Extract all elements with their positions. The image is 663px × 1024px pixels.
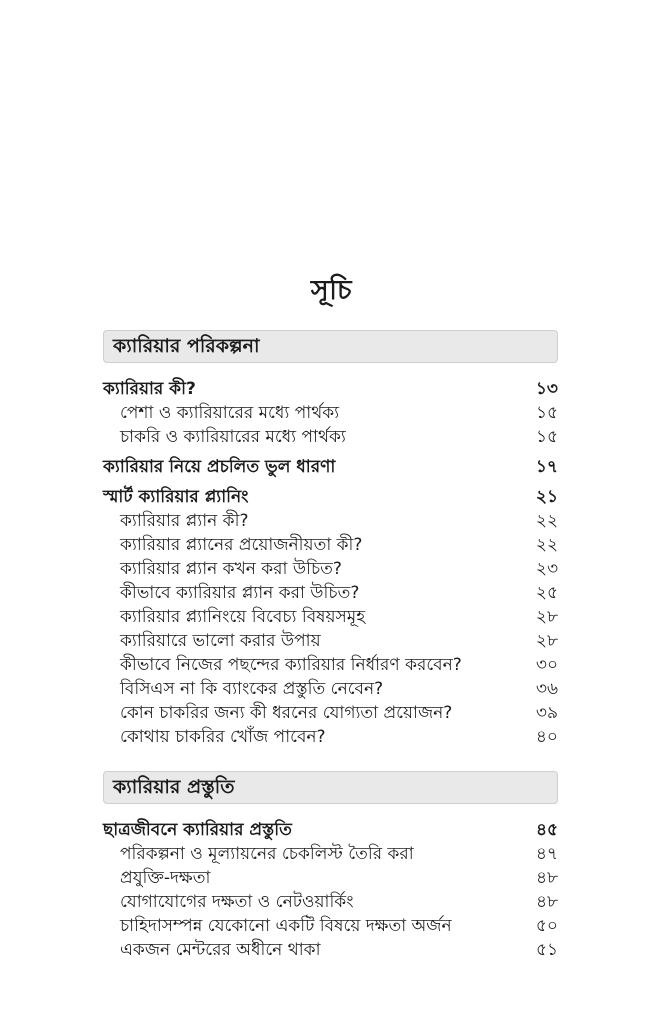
toc-entry-page-number: ১৫ — [535, 403, 558, 423]
toc-entry-page-number: ৩০ — [535, 655, 558, 675]
toc-entry-page-number: ২২ — [535, 511, 558, 531]
page-title: সূচি — [310, 275, 353, 306]
toc-entry-page-number: ৪৮ — [535, 868, 558, 888]
toc-entry-page-number: ৩৬ — [535, 679, 558, 699]
toc-entry[interactable] — [103, 726, 558, 749]
toc-entry[interactable] — [103, 915, 558, 938]
toc-entry[interactable] — [103, 867, 558, 890]
toc-entry[interactable] — [103, 456, 558, 479]
toc-entry-page-number: ৫০ — [535, 916, 558, 936]
toc-entry[interactable] — [103, 819, 558, 842]
toc-entry-label: প্রযুক্তি-দক্ষতা — [120, 868, 211, 888]
toc-entry-label: ক্যারিয়ার প্ল্যানিংয়ে বিবেচ্য বিষয়সমূহ — [120, 607, 366, 627]
toc-entry-label: কীভাবে ক্যারিয়ার প্ল্যান করা উচিত? — [120, 583, 360, 603]
section-entries — [103, 378, 558, 749]
toc-entry-page-number: ১৩ — [535, 379, 558, 399]
toc-entry-label: বিসিএস না কি ব্যাংকের প্রস্তুতি নেবেন? — [120, 679, 384, 699]
toc-entry[interactable] — [103, 939, 558, 962]
toc-entry[interactable] — [103, 402, 558, 425]
toc-entry[interactable] — [103, 891, 558, 914]
toc-entry-page-number: ৪৫ — [535, 820, 558, 840]
toc-entry-page-number: ৪৮ — [535, 892, 558, 912]
toc-entry-label: যোগাযোগের দক্ষতা ও নেটওয়ার্কিং — [120, 892, 354, 912]
toc-entry-label: পরিকল্পনা ও মূল্যায়নের চেকলিস্ট তৈরি করা — [120, 844, 414, 864]
toc-entry[interactable] — [103, 702, 558, 725]
section-header: ক্যারিয়ার পরিকল্পনা — [103, 330, 558, 363]
toc-entry[interactable] — [103, 558, 558, 581]
toc-entry[interactable] — [103, 582, 558, 605]
toc-entry-label: ক্যারিয়ার নিয়ে প্রচলিত ভুল ধারণা — [103, 457, 336, 477]
toc-entry-label: চাকরি ও ক্যারিয়ারের মধ্যে পার্থক্য — [120, 427, 346, 447]
toc-entry-page-number: ৩৯ — [535, 703, 558, 723]
toc-entry-page-number: ২৩ — [535, 559, 558, 579]
toc-entry[interactable] — [103, 606, 558, 629]
toc-entry[interactable] — [103, 510, 558, 533]
toc-entry[interactable] — [103, 378, 558, 401]
toc-container — [103, 330, 558, 962]
toc-entry[interactable] — [103, 426, 558, 449]
toc-entry-label: ক্যারিয়ার প্ল্যানের প্রয়োজনীয়তা কী? — [120, 535, 363, 555]
section-header: ক্যারিয়ার প্রস্তুতি — [103, 771, 558, 804]
toc-entry[interactable] — [103, 843, 558, 866]
toc-entry-label: স্মার্ট ক্যারিয়ার প্ল্যানিং — [103, 487, 249, 507]
toc-entry-page-number: ৪৭ — [535, 844, 558, 864]
toc-entry-page-number: ১৭ — [535, 457, 558, 477]
toc-entry-label: একজন মেন্টরের অধীনে থাকা — [120, 940, 321, 960]
toc-entry-label: কোন চাকরির জন্য কী ধরনের যোগ্যতা প্রয়োজন? — [120, 703, 453, 723]
toc-entry-label: পেশা ও ক্যারিয়ারের মধ্যে পার্থক্য — [120, 403, 340, 423]
toc-entry-label: ক্যারিয়ারে ভালো করার উপায় — [120, 631, 321, 651]
toc-entry[interactable] — [103, 630, 558, 653]
section-entries — [103, 819, 558, 962]
toc-entry[interactable] — [103, 678, 558, 701]
toc-entry-page-number: ২১ — [535, 487, 558, 507]
toc-entry-page-number: ২২ — [535, 535, 558, 555]
toc-entry[interactable] — [103, 486, 558, 509]
toc-entry-label: চাহিদাসম্পন্ন যেকোনো একটি বিষয়ে দক্ষতা অর্জন — [120, 916, 452, 936]
toc-entry-label: ছাত্রজীবনে ক্যারিয়ার প্রস্তুতি — [103, 820, 292, 840]
toc-entry-label: ক্যারিয়ার প্ল্যান কী? — [120, 511, 249, 531]
toc-entry-page-number: ২৫ — [535, 583, 558, 603]
toc-entry[interactable] — [103, 654, 558, 677]
toc-entry-label: কোথায় চাকরির খোঁজ পাবেন? — [120, 727, 326, 747]
toc-entry-page-number: ২৮ — [535, 631, 558, 651]
toc-entry-page-number: ২৮ — [535, 607, 558, 627]
toc-entry-label: ক্যারিয়ার কী? — [103, 379, 196, 399]
toc-entry-label: কীভাবে নিজের পছন্দের ক্যারিয়ার নির্ধারণ করবেন? — [120, 655, 462, 675]
toc-entry[interactable] — [103, 534, 558, 557]
toc-entry-label: ক্যারিয়ার প্ল্যান কখন করা উচিত? — [120, 559, 342, 579]
toc-entry-page-number: ৫১ — [535, 940, 558, 960]
toc-entry-page-number: ৪০ — [535, 727, 558, 747]
toc-entry-page-number: ১৫ — [535, 427, 558, 447]
